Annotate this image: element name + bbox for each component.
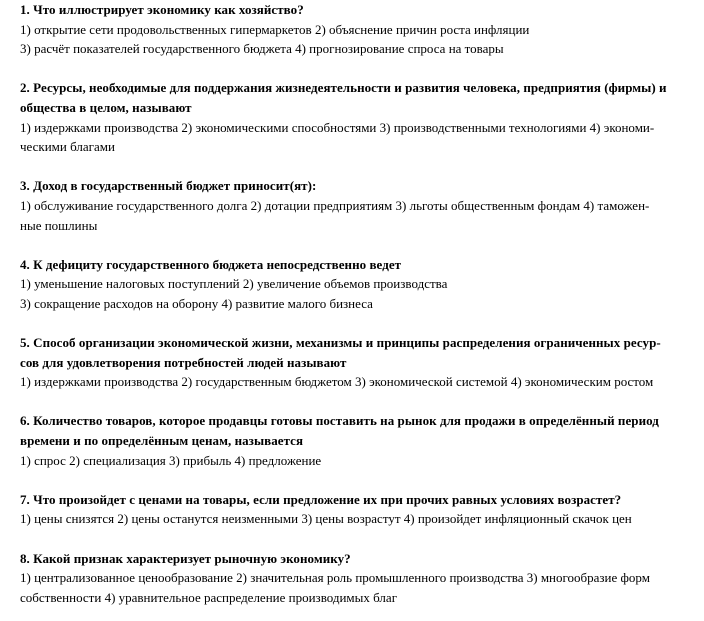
question-1	[20, 0, 692, 59]
answer-options: 1) спрос 2) специализация 3) прибыль 4) предложение	[20, 452, 322, 468]
answer-options: 3) сокращение расходов на оборону 4) развитие малого бизнеса	[20, 295, 373, 311]
answer-options: 3) расчёт показателей государственного бюджета 4) прогнозирование спроса на товары	[20, 41, 504, 57]
question-title: 6. Количество товаров, которое продавцы готовы поставить на рынок для продажи в определённый период	[20, 413, 659, 429]
question-title: 1. Что иллюстрирует экономику как хозяйство?	[20, 2, 304, 17]
question-title: 7. Что произойдет с ценами на товары, если предложение их при прочих равных условиях возрастет?	[20, 491, 622, 507]
answer-options: собственности 4) уравнительное распределение производимых благ	[20, 589, 398, 605]
question-5	[20, 333, 692, 392]
question-2	[20, 78, 692, 156]
spacer	[20, 235, 692, 255]
question-title: 5. Способ организации экономической жизни, механизмы и принципы распределения ограниченных ресур-	[20, 335, 661, 351]
answer-options: ные пошлины	[20, 217, 98, 233]
spacer	[20, 157, 692, 177]
spacer	[20, 392, 692, 412]
spacer	[20, 529, 692, 549]
answer-options: 1) уменьшение налоговых поступлений 2) увеличение объемов производства	[20, 276, 448, 292]
answer-options: 1) централизованное ценообразование 2) значительная роль промышленного производства 3) многообразие форм	[20, 570, 650, 586]
question-4	[20, 255, 692, 314]
answer-options: 1) цены снизятся 2) цены останутся неизменными 3) цены возрастут 4) произойдет инфляционный скачок цен	[20, 511, 632, 527]
question-title-continued: сов для удовлетворения потребностей людей называют	[20, 354, 347, 370]
spacer	[20, 314, 692, 334]
question-title-continued: общества в целом, называют	[20, 99, 192, 115]
question-title: 4. К дефициту государственного бюджета непосредственно ведет	[20, 256, 402, 272]
question-title-continued: времени и по определённым ценам, называется	[20, 433, 304, 449]
question-title: 2. Ресурсы, необходимые для поддержания жизнедеятельности и развития человека, предприятия (фирмы) и	[20, 80, 667, 96]
spacer	[20, 470, 692, 490]
question-7	[20, 490, 692, 529]
spacer	[20, 59, 692, 79]
answer-options: 1) обслуживание государственного долга 2) дотации предприятиям 3) льготы общественным фондам 4) таможен-	[20, 197, 650, 213]
question-3	[20, 176, 692, 235]
answer-options: 1) издержками производства 2) государственным бюджетом 3) экономической системой 4) экономическим ростом	[20, 374, 654, 390]
answer-options: 1) издержками производства 2) экономическими способностями 3) производственными технологиями 4) экономи-	[20, 119, 655, 135]
answer-options: 1) открытие сети продовольственных гипермаркетов 2) объяснение причин роста инфляции	[20, 21, 530, 37]
answer-options: ческими благами	[20, 139, 115, 155]
test-document	[20, 0, 692, 607]
question-title: 3. Доход в государственный бюджет приносит(ят):	[20, 178, 317, 194]
question-8	[20, 549, 692, 608]
question-6	[20, 411, 692, 470]
question-title: 8. Какой признак характеризует рыночную экономику?	[20, 550, 351, 566]
